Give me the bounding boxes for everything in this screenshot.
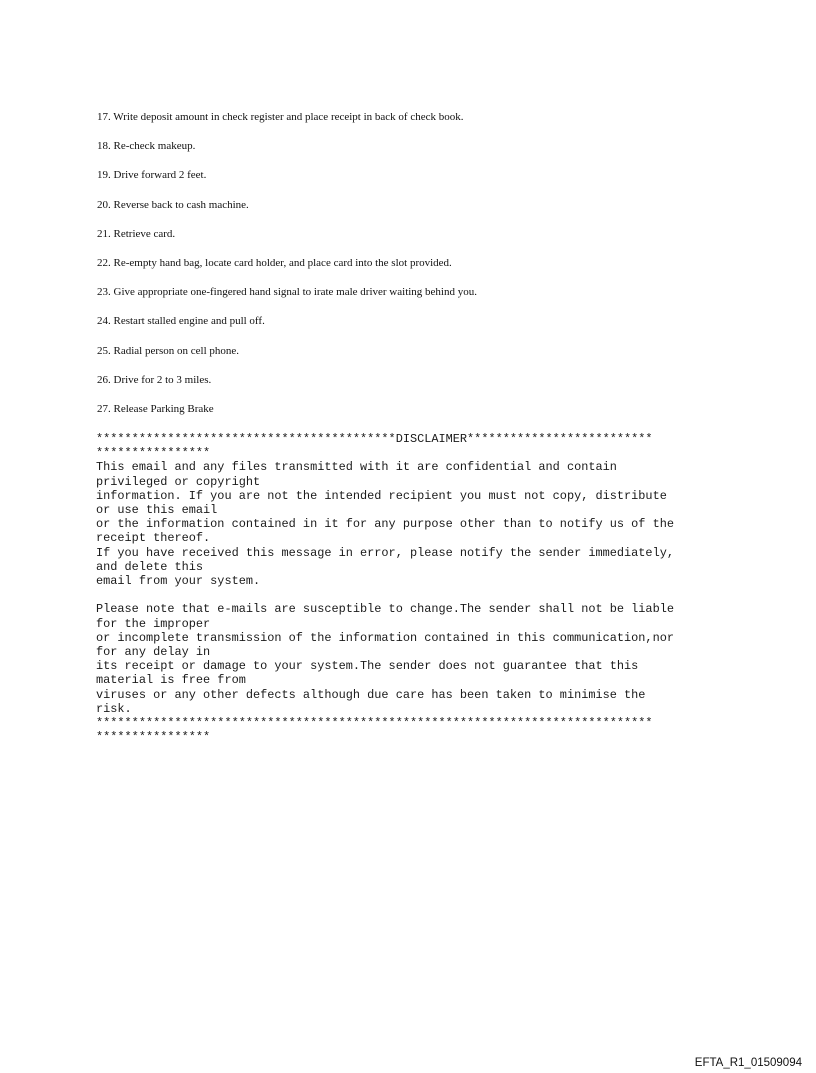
disclaimer-line: **************** xyxy=(96,446,211,461)
disclaimer-line: Please note that e-mails are susceptible to change.The sender shall not be liable xyxy=(96,602,674,617)
disclaimer-line: and delete this xyxy=(96,559,204,574)
disclaimer-line xyxy=(96,588,776,602)
list-item: 20. Reverse back to cash machine. xyxy=(97,198,249,211)
disclaimer-line: material is free from xyxy=(96,673,246,688)
disclaimer-line: its receipt or damage to your system.The sender does not guarantee that this xyxy=(96,659,639,674)
list-item: 23. Give appropriate one-fingered hand signal to irate male driver waiting behind you. xyxy=(97,286,477,299)
document-id: EFTA_R1_01509094 xyxy=(694,1057,802,1069)
disclaimer-line: or the information contained in it for any purpose other than to notify us of the xyxy=(96,517,674,532)
disclaimer-line: email from your system. xyxy=(96,574,261,589)
list-item: 26. Drive for 2 to 3 miles. xyxy=(97,373,212,386)
list-item: 24. Restart stalled engine and pull off. xyxy=(97,315,265,328)
disclaimer-line: risk. xyxy=(96,701,132,716)
disclaimer-line: for the improper xyxy=(96,616,211,631)
disclaimer-line: for any delay in xyxy=(96,645,211,660)
disclaimer-line: If you have received this message in error, please notify the sender immediately, xyxy=(96,545,674,560)
disclaimer-line: ******************************************DISCLAIMER************************** xyxy=(96,432,653,446)
disclaimer-line: or use this email xyxy=(96,503,218,518)
list-item: 19. Drive forward 2 feet. xyxy=(97,169,207,182)
disclaimer-line: This email and any files transmitted with it are confidential and contain xyxy=(96,460,617,475)
disclaimer-line: receipt thereof. xyxy=(96,531,211,546)
disclaimer-line: privileged or copyright xyxy=(96,474,261,489)
disclaimer-line: viruses or any other defects although due care has been taken to minimise the xyxy=(96,687,646,702)
list-item: 18. Re-check makeup. xyxy=(97,140,196,153)
list-item: 21. Retrieve card. xyxy=(97,227,176,240)
disclaimer-line: ****************************************************************************** xyxy=(96,716,653,731)
list-item: 22. Re-empty hand bag, locate card holder, and place card into the slot provided. xyxy=(97,256,452,269)
disclaimer-line: **************** xyxy=(96,730,211,745)
email-disclaimer xyxy=(96,432,776,744)
list-item: 27. Release Parking Brake xyxy=(97,402,214,415)
disclaimer-line: information. If you are not the intended recipient you must not copy, distribute xyxy=(96,488,667,503)
list-item: 17. Write deposit amount in check register and place receipt in back of check book. xyxy=(97,111,464,123)
list-item: 25. Radial person on cell phone. xyxy=(97,344,240,357)
disclaimer-line: or incomplete transmission of the information contained in this communication,nor xyxy=(96,630,674,645)
steps-list xyxy=(97,110,777,431)
